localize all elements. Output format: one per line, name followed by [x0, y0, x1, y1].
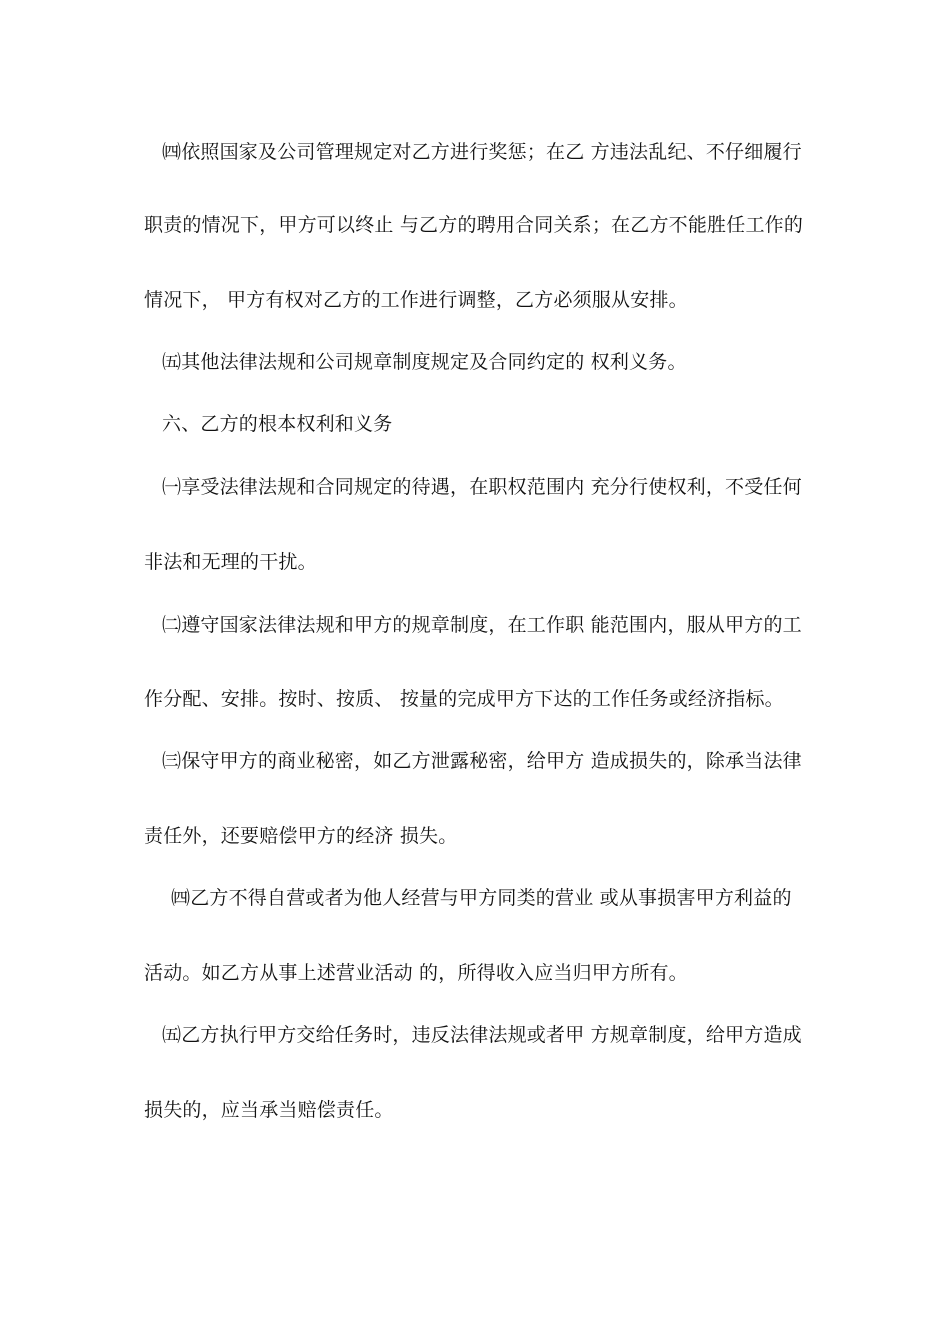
section-heading: 六、乙方的根本权利和义务: [162, 413, 393, 435]
paragraph-line-2: 职责的情况下，甲方可以终止 与乙方的聘用合同关系；在乙方不能胜任工作的: [144, 214, 804, 236]
paragraph-line-4: ㈤其他法律法规和公司规章制度规定及合同约定的 权利义务。: [162, 351, 687, 373]
paragraph-line-7: 非法和无理的干扰。: [144, 551, 317, 573]
paragraph-line-8: ㈡遵守国家法律法规和甲方的规章制度，在工作职 能范围内，服从甲方的工: [162, 614, 802, 636]
paragraph-line-14: ㈤乙方执行甲方交给任务时，违反法律法规或者甲 方规章制度，给甲方造成: [162, 1024, 802, 1046]
paragraph-line-13: 活动。如乙方从事上述营业活动 的，所得收入应当归甲方所有。: [144, 962, 688, 984]
paragraph-line-15: 损失的，应当承当赔偿责任。: [144, 1099, 394, 1121]
paragraph-line-3: 情况下， 甲方有权对乙方的工作进行调整，乙方必须服从安排。: [144, 289, 688, 311]
paragraph-line-12: ㈣乙方不得自营或者为他人经营与甲方同类的营业 或从事损害甲方利益的: [171, 887, 792, 909]
paragraph-line-11: 责任外，还要赔偿甲方的经济 损失。: [144, 825, 458, 847]
paragraph-line-1: ㈣依照国家及公司管理规定对乙方进行奖惩；在乙 方违法乱纪、不仔细履行: [162, 141, 802, 163]
paragraph-line-9: 作分配、安排。按时、按质、 按量的完成甲方下达的工作任务或经济指标。: [144, 688, 784, 710]
paragraph-line-6: ㈠享受法律法规和合同规定的待遇，在职权范围内 充分行使权利，不受任何: [162, 476, 802, 498]
paragraph-line-10: ㈢保守甲方的商业秘密，如乙方泄露秘密，给甲方 造成损失的，除承当法律: [162, 750, 802, 772]
